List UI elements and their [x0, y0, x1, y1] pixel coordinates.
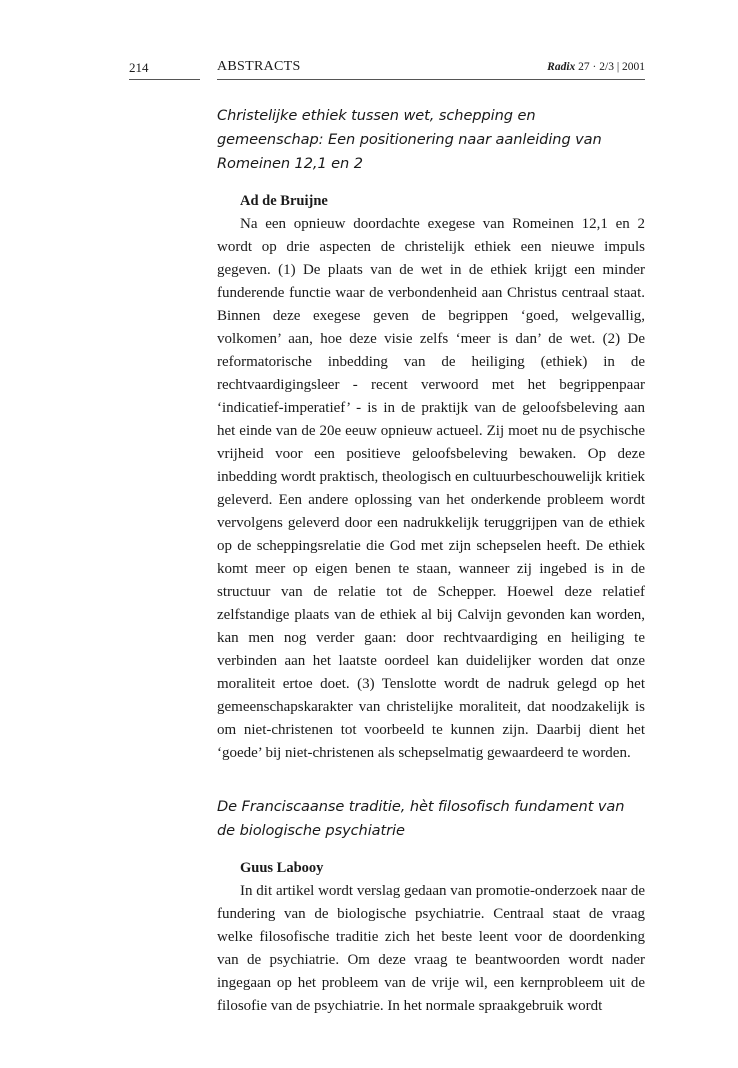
- running-head: ABSTRACTS: [217, 59, 301, 74]
- article-title: Christelijke ethiek tussen wet, schepping en gemeenschap: Een positionering naar aanleiding van Romeinen 12,1 en 2: [217, 107, 602, 172]
- article-author: Guus Labooy: [240, 860, 324, 876]
- article-title: De Franciscaanse traditie, hèt filosofisch fundament van de biologische psychiatrie: [217, 798, 625, 839]
- article-author: Ad de Bruijne: [240, 193, 328, 209]
- article-abstract: [217, 104, 645, 765]
- article-abstract: [217, 795, 645, 1018]
- journal-name: Radix: [547, 61, 576, 73]
- page-number: 214: [129, 60, 149, 75]
- journal-info: [547, 61, 645, 73]
- article-abstract-text: In dit artikel wordt verslag gedaan van promotie-onderzoek naar de fundering van de biologische psychiatrie. Centraal staat de vraag welke filosofische traditie zich het beste leent voor de doordenking van de psychiatrie. Om deze vraag te beantwoorden wordt nader ingegaan op het probleem van de vrije wil, een kernprobleem uit de filosofie van de psychiatrie. In het normale spraakgebruik wordt: [217, 883, 645, 1014]
- article-abstract-text: Na een opnieuw doordachte exegese van Romeinen 12,1 en 2 wordt op drie aspecten de christelijk ethiek een nieuwe impuls gegeven. (1) De plaats van de wet in de ethiek krijgt een minder funderende functie waar de verbondenheid aan Christus centraal staat. Binnen deze exegese geven de begrippen ‘goed, welgevallig, volkomen’ aan, hoe deze visie zelfs ‘meer is dan’ de wet. (2) De reformatorische inbedding van de heiliging (ethiek) in de rechtvaardigingsleer - recent verwoord met het begrippenpaar ‘indicatief-imperatief’ - is in de praktijk van de geloofsbeleving aan het einde van de 20e eeuw opnieuw actueel. Zij moet nu de psychische vrijheid voor een positieve geloofsbeleving bewaken. Op deze inbedding wordt praktisch, theologisch en cultuurbeschouwelijk kritiek geleverd. Een andere oplossing van het onderkende probleem wordt vervolgens geleverd door een nadrukkelijk teruggrijpen van de ethiek op de scheppingsrelatie die God met zijn schepselen heeft. De ethiek komt meer op eigen benen te staan, wanneer zij ingebed is in de structuur van de relatie tot de Schepper. Hoewel deze relatief zelfstandige plaats van de ethiek al bij Calvijn gevonden kan worden, kan men nog verder gaan: door rechtvaardiging en heiliging te verbinden aan het laatste oordeel kan duidelijker worden dat onze moraliteit ertoe doet. (3) Tenslotte wordt de nadruk gelegd op het gemeenschapskarakter van christelijke moraliteit, dat noodzakelijk is om niet-christenen tot voorbeeld te kunnen zijn. Daarbij dient het ‘goede’ bij niet-christenen als schepselmatig gewaardeerd te worden.: [217, 216, 645, 761]
- abstracts-content: [217, 104, 645, 1018]
- journal-issue: 27 · 2/3 | 2001: [578, 61, 645, 73]
- header-rule-right: [217, 79, 645, 80]
- header-rule-left: [129, 79, 200, 80]
